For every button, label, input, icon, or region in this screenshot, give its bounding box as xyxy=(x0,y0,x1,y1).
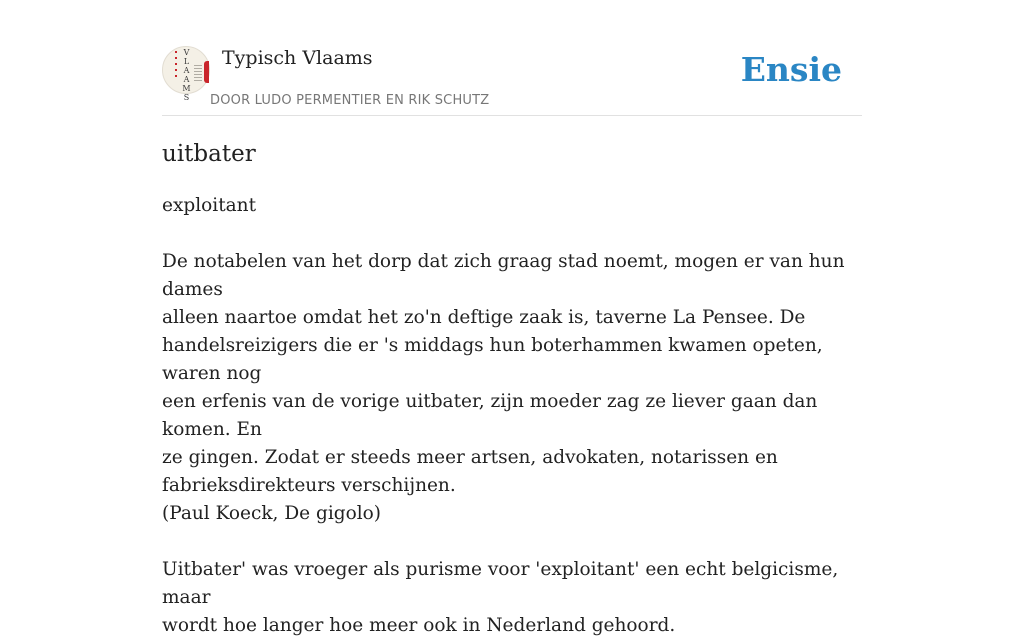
note-line: Uitbater' was vroeger als purisme voor 'exploitant' een echt belgicisme, maar xyxy=(162,559,839,608)
entry-term: uitbater xyxy=(162,141,256,167)
cover-letter: A xyxy=(183,66,191,75)
quote-line: De notabelen van het dorp dat zich graag stad noemt, mogen er van hun dames xyxy=(162,251,845,300)
cover-letter: S xyxy=(183,93,191,102)
cover-letter: M xyxy=(182,84,192,93)
paragraph-spacer xyxy=(162,528,862,556)
note-line: wordt hoe langer hoe meer ook in Nederland gehoord. xyxy=(162,615,676,636)
header xyxy=(162,46,862,116)
quote-line: fabrieksdirekteurs verschijnen. xyxy=(162,475,456,496)
cover-red-edge xyxy=(204,61,209,83)
ensie-logo-link[interactable]: Ensie xyxy=(740,50,842,89)
entry-content xyxy=(162,192,862,640)
quote-line: ze gingen. Zodat er steeds meer artsen, advokaten, notarissen en xyxy=(162,447,778,468)
book-authors: DOOR LUDO PERMENTIER EN RIK SCHUTZ xyxy=(210,93,490,108)
cover-letter: V xyxy=(183,48,191,57)
quote-line: een erfenis van de vorige uitbater, zijn moeder zag ze liever gaan dan komen. En xyxy=(162,391,818,440)
quote-line: handelsreizigers die er 's middags hun boterhammen kwamen opeten, waren nog xyxy=(162,335,823,384)
book-title-link[interactable]: Typisch Vlaams xyxy=(222,47,373,69)
quote-citation: (Paul Koeck, De gigolo) xyxy=(162,503,381,524)
cover-letter: A xyxy=(183,75,191,84)
entry-definition: exploitant xyxy=(162,195,257,216)
quote-line: alleen naartoe omdat het zo'n deftige zaak is, taverne La Pensee. De xyxy=(162,307,806,328)
cover-letter: L xyxy=(183,57,191,66)
book-cover-avatar[interactable] xyxy=(162,46,210,102)
paragraph-spacer xyxy=(162,220,862,248)
header-divider xyxy=(162,115,862,116)
page xyxy=(162,0,862,636)
